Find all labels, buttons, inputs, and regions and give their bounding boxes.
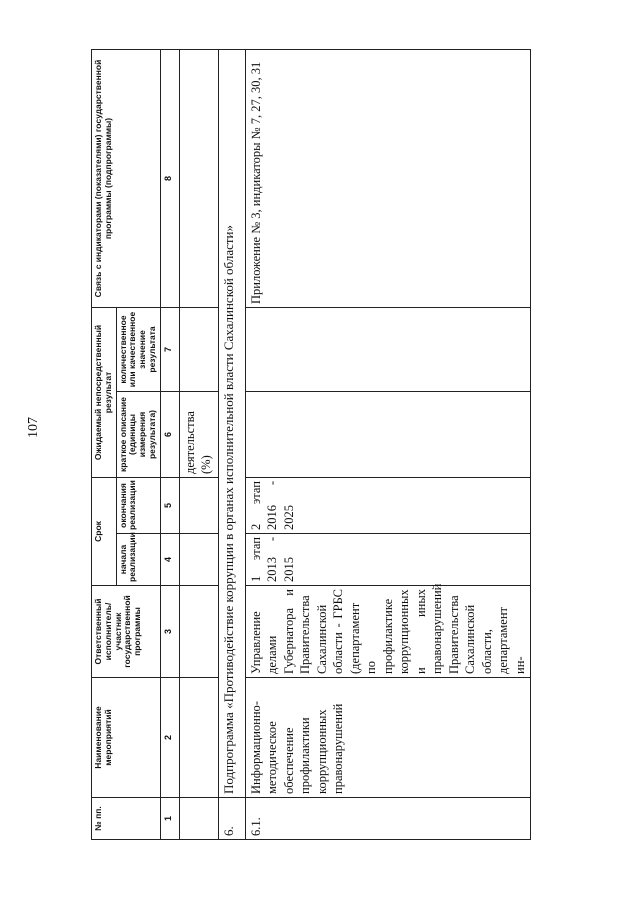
continued-cell — [179, 798, 218, 840]
col-number-4: 4 — [160, 534, 179, 586]
row-name: Информационно-методическое обеспечение профилактики коррупционных правонарушений — [245, 678, 531, 798]
header-term: Срок — [92, 478, 117, 586]
subprogram-title: Подпрограмма «Противодействие коррупции в органах исполнительной власти Сахалинской области» — [218, 49, 245, 797]
header-num: № пп. — [92, 798, 161, 840]
continued-cell — [179, 49, 218, 307]
continued-cell — [179, 478, 218, 534]
col-number-3: 3 — [160, 586, 179, 678]
header-name: Наименование мероприятий — [92, 678, 161, 798]
header-responsible: Ответственный исполнитель/ участник государственной программы — [92, 586, 161, 678]
continued-cell — [179, 678, 218, 798]
header-link: Связь с индикаторами (показателями) государственной программы (подпрограммы) — [92, 49, 161, 307]
col-number-5: 5 — [160, 478, 179, 534]
row-end: 2 этап 2016 - 2025 — [245, 478, 531, 534]
row-link: Приложение № 3, индикаторы № 7, 27, 30, 31 — [245, 49, 531, 307]
measures-table — [91, 49, 531, 840]
subprogram-num: 6. — [218, 798, 245, 840]
header-term-start: начала реализации — [116, 534, 160, 586]
col-number-2: 2 — [160, 678, 179, 798]
continued-cell — [179, 534, 218, 586]
row-start: 1 этап 2013 - 2015 — [245, 534, 531, 586]
row-num: 6.1. — [245, 798, 531, 840]
continued-cell — [179, 307, 218, 391]
header-term-end: окончания реализации — [116, 478, 160, 534]
col-number-7: 7 — [160, 307, 179, 391]
header-result-short: краткое описание (единицы измерения результата) — [116, 392, 160, 478]
header-result-qty: количественное или качественное значение результата — [116, 307, 160, 391]
row-responsible: Управление делами Губернатора и Правительства Сахалинской области - ГРБС (департамент по профилактике коррупционных и иных правонарушений Правительства Сахалинской области, департамент ин- — [245, 586, 531, 678]
col-number-8: 8 — [160, 49, 179, 307]
rotated-table-container — [91, 50, 621, 840]
row-result-short — [245, 392, 531, 478]
continued-cell — [179, 586, 218, 678]
row-result-qty — [245, 307, 531, 391]
col-number-1: 1 — [160, 798, 179, 840]
header-result: Ожидаемый непосредственный результат — [92, 307, 117, 477]
continued-result-text: деятельства (%) — [179, 392, 218, 478]
col-number-6: 6 — [160, 392, 179, 478]
page-number: 107 — [26, 417, 41, 438]
